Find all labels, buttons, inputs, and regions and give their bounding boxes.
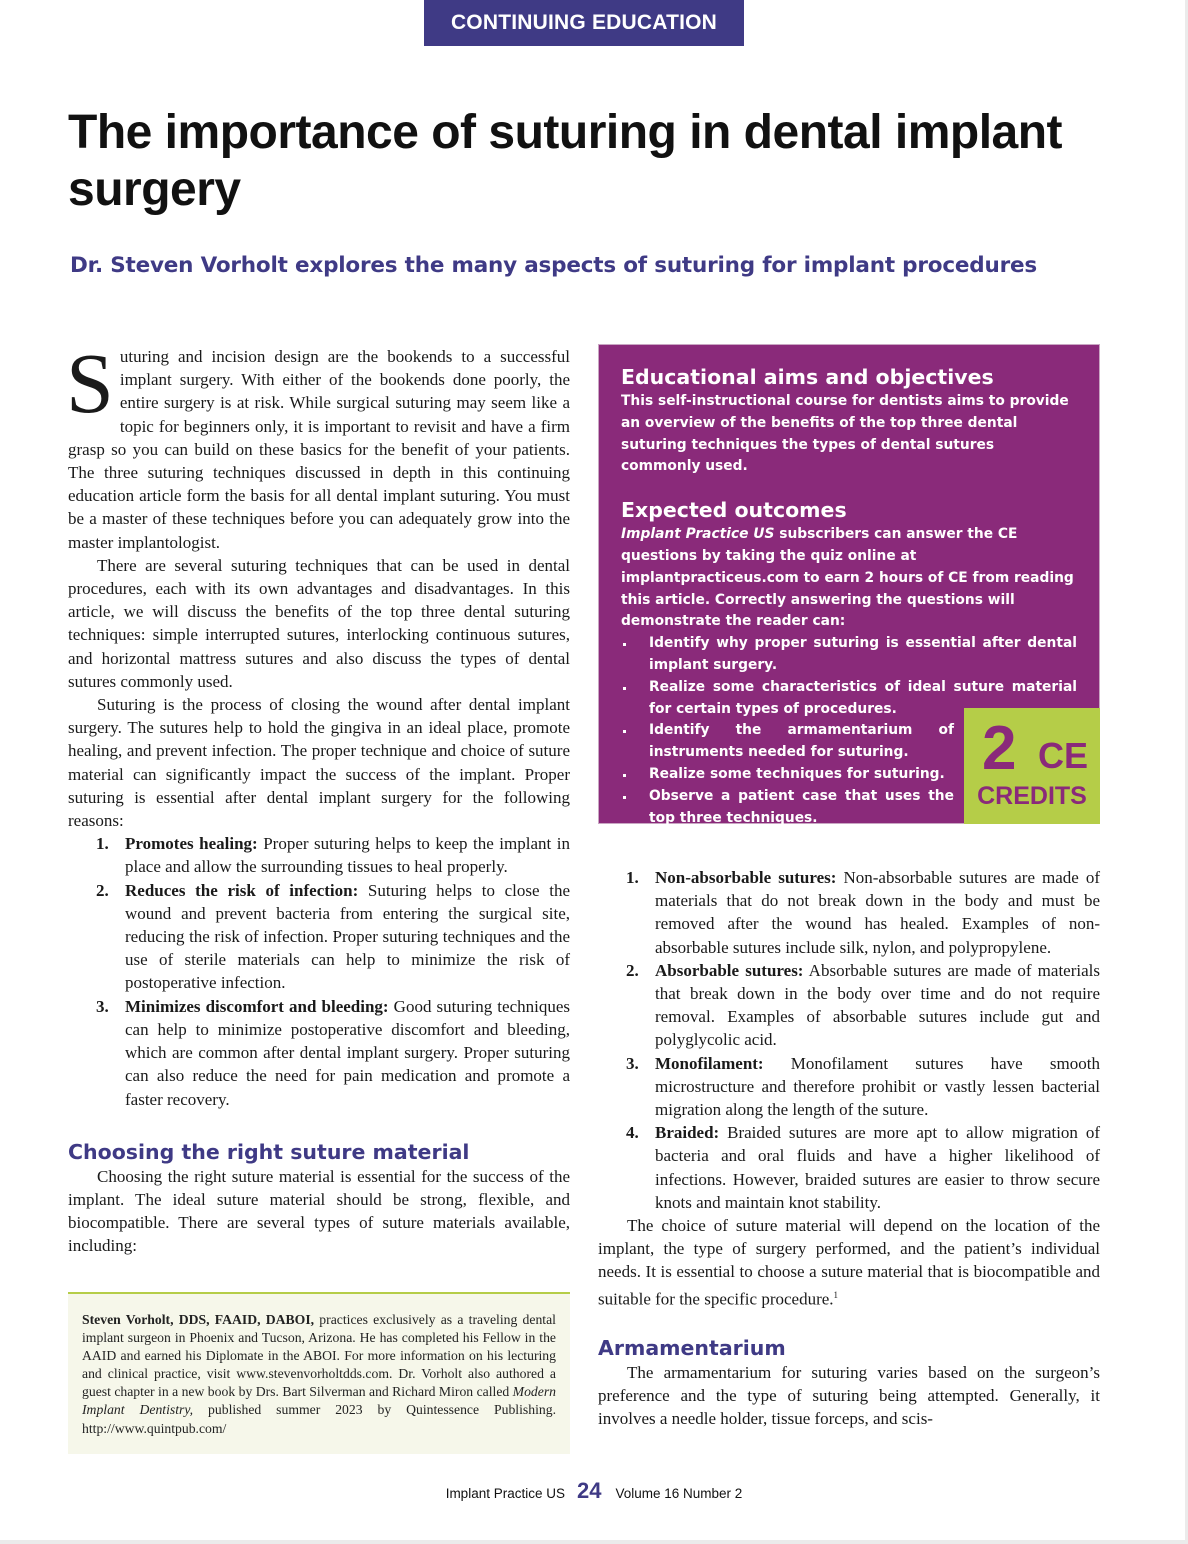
left-column	[66, 335, 571, 1258]
book-title: Modern Implant Dentistry,	[82, 1384, 557, 1418]
outcomes-heading: Expected outcomes	[621, 498, 847, 523]
aims-text: This self-instructional course for dentists aims to provide an overview of the benefits of the top three dental suturing techniques the types of dental sutures commonly used.	[621, 393, 1069, 475]
footer-publication: Implant Practice US	[445, 1486, 565, 1501]
page-number: 24	[576, 1478, 602, 1503]
aims-heading: Educational aims and objectives	[621, 365, 994, 389]
body-paragraph: The armamentarium for suturing varies based on the surgeon’s preference and the type of suturing being attempted. Generally, it involves a needle holder, tissue forceps, and scis-	[598, 1362, 1100, 1428]
article-title: The importance of suturing in dental implant surgery	[68, 106, 1063, 216]
list-item: Realize some techniques for suturing.	[621, 764, 954, 786]
outcomes-text: Implant Practice US subscribers can answer the CE questions by taking the quiz online at implantpracticeus.com to earn 2 hours of CE from reading this article. Correctly answering the questions will demonstrate the reader can:	[621, 526, 1074, 630]
section-heading: Choosing the right suture material	[68, 1139, 470, 1164]
section-banner	[424, 0, 744, 46]
list-item: Observe a patient case that uses the top three techniques.	[621, 786, 954, 830]
credits-ce: CE	[1038, 735, 1089, 776]
list-item: 3. Monofilament: Monofilament sutures have smooth microstructure and therefore prohibit or vastly lessen bacterial migration along the length of the suture.	[626, 1053, 1100, 1120]
body-paragraph: Choosing the right suture material is essential for the success of the implant. The ideal suture material should be strong, flexible, and biocompatible. There are several types of suture materials available, including:	[68, 1166, 570, 1256]
right-column	[598, 866, 1100, 1430]
footer-issue: Volume 16 Number 2	[615, 1486, 743, 1501]
credits-number: 2	[982, 714, 1015, 783]
list-item: 1. Promotes healing: Proper suturing helps to keep the implant in place and allow the surrounding tissues to heal properly.	[96, 834, 570, 877]
list-item: 4. Braided: Braided sutures are more apt to allow migration of bacteria and oral fluids and have a higher likelihood of infections. However, braided sutures are easier to throw secure knots and maintain knot stability.	[626, 1123, 1100, 1212]
credits-label: CREDITS	[977, 782, 1087, 810]
drop-cap: S	[66, 335, 114, 431]
materials-list	[598, 866, 1100, 1214]
list-item: 2. Reduces the risk of infection: Suturing helps to close the wound and prevent bacteria from entering the surgical site, reducing the risk of infection. Proper suturing techniques and the use of sterile materials can help to minimize the risk of postoperative infection.	[96, 880, 571, 993]
list-item: 1. Non-absorbable sutures: Non-absorbable sutures are made of materials that do not break down in the body and must be removed after the wound has healed. Examples of non-absorbable sutures include silk, nylon, and polypropylene.	[626, 868, 1100, 957]
list-item: 2. Absorbable sutures: Absorbable sutures are made of materials that break down in the body over time and do not require removal. Examples of absorbable sutures include gut and polyglycolic acid.	[626, 960, 1100, 1050]
section-banner-label: CONTINUING EDUCATION	[450, 11, 718, 34]
ce-credits-badge	[964, 708, 1100, 824]
list-item: Realize some characteristics of ideal suture material for certain types of procedures.	[621, 677, 1077, 721]
body-paragraph: Suturing is the process of closing the wound after dental implant surgery. The sutures help to hold the gingiva in an ideal place, promote healing, and prevent infection. The proper technique and choice of suture material can significantly impact the success of the implant. Proper suturing is essential after dental implant surgery for the following reasons:	[68, 695, 570, 831]
body-paragraph: The choice of suture material will depend on the location of the implant, the type of surgery performed, and the patient’s individual needs. It is essential to choose a suture material that is biocompatible and suitable for the specific procedure.$^1$	[598, 1216, 1100, 1309]
list-item: Identify the armamentarium of instruments needed for suturing.	[621, 720, 954, 764]
body-paragraph: There are several suturing techniques that can be used in dental procedures, each with its own advantages and disadvantages. In this article, we will discuss the benefits of the top three dental suturing techniques: simple interrupted sutures, interlocking continuous sutures, and horizontal mattress sutures and also discuss the types of dental sutures commonly used.	[68, 555, 570, 691]
section-heading: Armamentarium	[598, 1335, 786, 1360]
author-name: Steven Vorholt, DDS, FAAID, DABOI,	[82, 1312, 315, 1327]
author-bio: Steven Vorholt, DDS, FAAID, DABOI, practices exclusively as a traveling dental implant surgeon in Phoenix and Tucson, Arizona. He has completed his Fellow in the AAID and earned his Diplomate in the ABOI. For more information on his lecturing and clinical practice, visit www.stevenvorholtdds.com. Dr. Vorholt also authored a guest chapter in a new book by Drs. Bart Silverman and Richard Miron called Modern Implant Dentistry, published summer 2023 by Quintessence Publishing. http://www.quintpub.com/	[68, 1292, 570, 1454]
reference-marker: 1	[833, 1289, 839, 1300]
reasons-list	[68, 832, 570, 1110]
article-subtitle: Dr. Steven Vorholt explores the many aspects of suturing for implant procedures	[70, 253, 1037, 278]
list-item: 3. Minimizes discomfort and bleeding: Good suturing techniques can help to minimize postoperative discomfort and bleeding, which are common after dental implant surgery. Proper suturing can also reduce the need for pain medication and promote a faster recovery.	[96, 996, 570, 1109]
page-footer	[0, 1478, 1188, 1504]
intro-paragraph: Suturing and incision design are the bookends to a successful implant surgery. With either of the bookends done poorly, the entire surgery is at risk. While surgical suturing may seem like a topic for beginners only, it is important to revisit and have a firm grasp so you can build on these basics for the benefit of your patients. The three suturing techniques discussed in depth in this continuing education article form the basis for all dental implant suturing. You must be a master of these techniques before you can adequately grow into the master implantologist.	[66, 335, 570, 552]
list-item: Identify why proper suturing is essential after dental implant surgery.	[621, 633, 1077, 677]
